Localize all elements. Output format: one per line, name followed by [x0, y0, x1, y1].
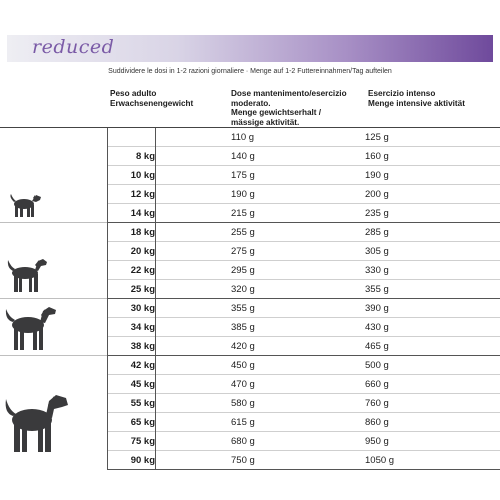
weight-cell: 38 kg [130, 341, 155, 352]
maintenance-cell: 275 g [231, 246, 255, 257]
table-row [107, 204, 500, 223]
giant-dog-icon [4, 385, 70, 455]
weight-cell: 25 kg [130, 284, 155, 295]
maintenance-cell: 615 g [231, 417, 255, 428]
intense-cell: 860 g [365, 417, 389, 428]
intense-cell: 430 g [365, 322, 389, 333]
maintenance-cell: 110 g [231, 132, 255, 143]
maintenance-cell: 320 g [231, 284, 255, 295]
weight-header-line2: Erwachsenengewicht [110, 98, 194, 108]
table-row [107, 356, 500, 375]
table-row [107, 128, 500, 147]
table-row [107, 432, 500, 451]
intense-cell: 390 g [365, 303, 389, 314]
maintenance-cell: 175 g [231, 170, 255, 181]
intense-cell: 1050 g [365, 455, 395, 466]
table-row [107, 223, 500, 242]
intense-cell: 950 g [365, 436, 389, 447]
weight-cell: 34 kg [130, 322, 155, 333]
weight-cell: 75 kg [130, 436, 155, 447]
table-row [107, 147, 500, 166]
maintenance-cell: 355 g [231, 303, 255, 314]
dosage-subtitle: Suddividere le dosi in 1-2 razioni giornaliere · Menge auf 1-2 Futtereinnahmen/Tag aufteilen [108, 68, 392, 75]
weight-cell: 20 kg [130, 246, 155, 257]
intense-cell: 355 g [365, 284, 389, 295]
small-dog-icon [8, 193, 42, 219]
table-row [107, 185, 500, 204]
column-separator [107, 128, 108, 470]
weight-cell: 10 kg [130, 170, 155, 181]
maintenance-cell: 385 g [231, 322, 255, 333]
intense-cell: 200 g [365, 189, 389, 200]
intense-cell: 190 g [365, 170, 389, 181]
intense-cell: 160 g [365, 151, 389, 162]
intense-column-header [368, 89, 465, 108]
maintenance-column-header [231, 89, 347, 127]
intense-cell: 660 g [365, 379, 389, 390]
intense-cell: 465 g [365, 341, 389, 352]
weight-cell: 90 kg [130, 455, 155, 466]
intense-cell: 235 g [365, 208, 389, 219]
maintenance-cell: 470 g [231, 379, 255, 390]
table-row [107, 413, 500, 432]
weight-column-header [110, 89, 193, 108]
weight-cell: 22 kg [130, 265, 155, 276]
maintenance-cell: 255 g [231, 227, 255, 238]
weight-cell: 18 kg [130, 227, 155, 238]
weight-cell: 12 kg [130, 189, 155, 200]
table-row [107, 261, 500, 280]
table-row [107, 451, 500, 470]
maintenance-cell: 420 g [231, 341, 255, 352]
intense-header-line1: Esercizio intenso [368, 89, 436, 98]
medium-dog-icon [6, 256, 48, 294]
intense-cell: 500 g [365, 360, 389, 371]
table-row [107, 280, 500, 299]
maintenance-cell: 190 g [231, 189, 255, 200]
intense-cell: 305 g [365, 246, 389, 257]
intense-cell: 125 g [365, 132, 389, 143]
maintenance-header-line1: Dose mantenimento/esercizio [231, 89, 347, 98]
table-row [107, 166, 500, 185]
weight-cell: 45 kg [130, 379, 155, 390]
maintenance-header-line3: Menge gewichtserhalt / [231, 108, 322, 117]
weight-cell: 8 kg [135, 151, 155, 162]
maintenance-cell: 215 g [231, 208, 255, 219]
group-divider [107, 469, 500, 470]
table-row [107, 394, 500, 413]
maintenance-header-line4: mässige aktivität. [231, 117, 300, 127]
intense-cell: 760 g [365, 398, 389, 409]
group-separator [0, 298, 107, 299]
weight-cell: 55 kg [130, 398, 155, 409]
maintenance-cell: 580 g [231, 398, 255, 409]
table-row [107, 337, 500, 356]
maintenance-cell: 680 g [231, 436, 255, 447]
table-row [107, 375, 500, 394]
weight-cell [107, 128, 155, 147]
intense-cell: 330 g [365, 265, 389, 276]
weight-cell: 30 kg [130, 303, 155, 314]
brand-logo: reduced [32, 36, 115, 58]
weight-cell: 65 kg [130, 417, 155, 428]
column-separator [155, 128, 156, 470]
table-row [107, 299, 500, 318]
table-row [107, 242, 500, 261]
maintenance-cell: 450 g [231, 360, 255, 371]
weight-header-line1: Peso adulto [110, 89, 157, 98]
maintenance-cell: 750 g [231, 455, 255, 466]
intense-header-line2: Menge intensive aktivität [368, 98, 465, 108]
maintenance-cell: 140 g [231, 151, 255, 162]
intense-cell: 285 g [365, 227, 389, 238]
group-separator [0, 222, 107, 223]
weight-cell: 42 kg [130, 360, 155, 371]
large-dog-icon [5, 303, 57, 353]
maintenance-cell: 295 g [231, 265, 255, 276]
table-row [107, 318, 500, 337]
weight-cell: 14 kg [130, 208, 155, 219]
maintenance-header-line2: moderato. [231, 98, 271, 108]
group-separator [0, 355, 107, 356]
